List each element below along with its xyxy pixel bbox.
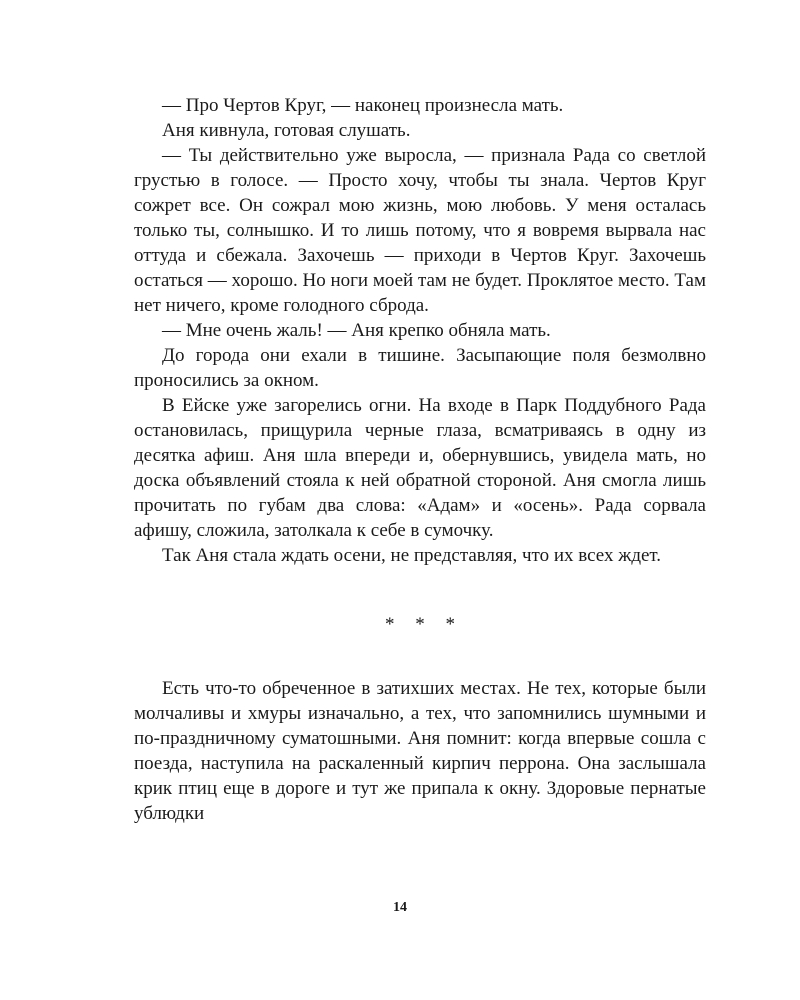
book-page-body xyxy=(134,93,706,826)
paragraph-yeysk: В Ейске уже загорелись огни. На входе в Парк Поддубного Рада остановилась, прищурила черные глаза, всматриваясь в одну из десятка афиш. Аня шла впереди и, обернувшись, увидела мать, но доска объявлений стояла к ней обратной стороной. Аня смогла лишь прочитать по губам два слова: «Адам» и «осень». Рада сорвала афишу, сложила, затолкала к себе в сумочку. xyxy=(134,395,706,541)
separator-asterisk: * xyxy=(415,614,425,635)
section-separator xyxy=(134,612,706,637)
paragraph-doomed-places: Есть что-то обреченное в затихших местах. Не тех, которые были молчаливы и хмуры изначально, а тех, что запомнились шумными и по-праздничному суматошными. Аня помнит: когда впервые сошла с поезда, наступила на раскаленный кирпич перрона. Она заслышала крик птиц еще в дороге и тут же припала к окну. Здоровые пернатые ублюдки xyxy=(134,678,706,824)
paragraph-anya-nodded: Аня кивнула, готовая слушать. xyxy=(162,120,411,141)
separator-asterisk: * xyxy=(445,614,455,635)
separator-asterisk: * xyxy=(385,614,395,635)
paragraph-waiting: Так Аня стала ждать осени, не представляя, что их всех ждет. xyxy=(162,545,662,566)
paragraph-drive: До города они ехали в тишине. Засыпающие поля безмолвно проносились за окном. xyxy=(134,345,706,391)
page-number: 14 xyxy=(393,900,407,915)
paragraph-rada-speech: — Ты действительно уже выросла, — признала Рада со светлой грустью в голосе. — Просто хочу, чтобы ты знала. Чертов Круг сожрет все. Он сожрал мою жизнь, мою любовь. У меня осталась только ты, солнышко. И то лишь потому, что я вовремя вырвала нас оттуда и сбежала. Захочешь — приходи в Чертов Круг. Захочешь остаться — хорошо. Но ноги моей там не будет. Проклятое место. Там нет ничего, кроме голодного сброда. xyxy=(134,145,706,316)
paragraph-dialogue-1: — Про Чертов Круг, — наконец произнесла мать. xyxy=(162,95,564,116)
paragraph-dialogue-2: — Мне очень жаль! — Аня крепко обняла мать. xyxy=(162,320,551,341)
